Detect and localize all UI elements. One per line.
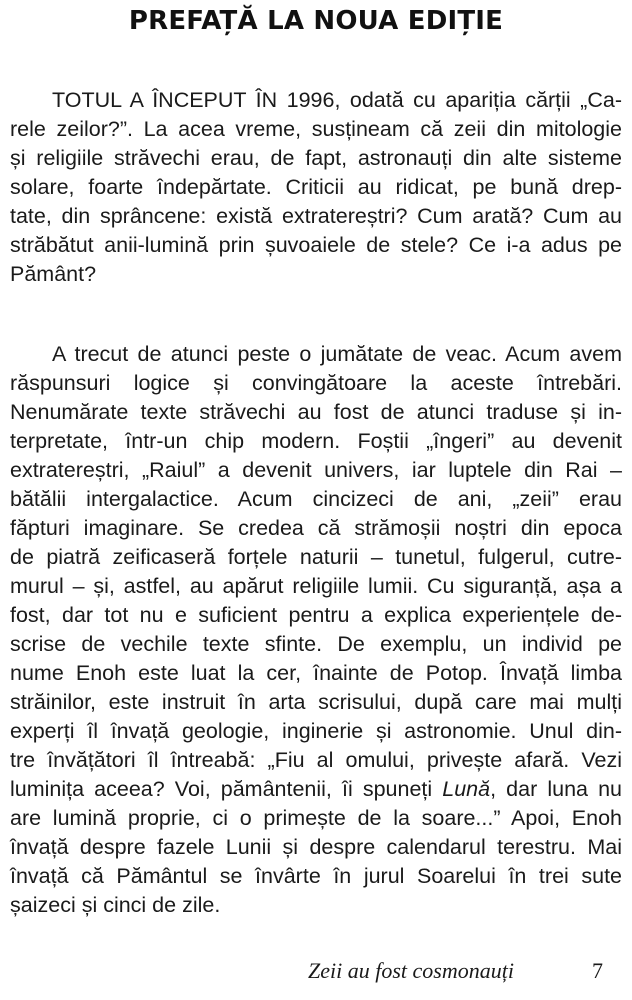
running-footer-title: Zeii au fost cosmonauți [308,958,514,983]
text-line: solare, foarte îndepărtate. Criticii au ridicat, pe bună drep- [10,175,622,199]
text-segment: , dar luna nu [490,777,622,801]
text-line: rele zeilor?”. La acea vreme, susțineam că zeii din mitologie [10,117,622,141]
text-line: străinilor, este instruit în arta scrisului, după care mai mulți [10,690,622,714]
text-line: tate, din sprâncene: există extratereștri? Cum arată? Cum au [10,204,622,228]
text-segment: luminița aceea? Voi, pământenii, îi spuneți [10,777,443,801]
text-line: extratereștri, „Raiul” a devenit univers, iar luptele din Rai – [10,458,622,482]
text-line: are lumină proprie, ci o primește de la soare...” Apoi, Enoh [10,806,622,830]
text-line: și religiile străvechi erau, de fapt, astronauți din alte sisteme [10,146,622,170]
text-line: învață despre fazele Lunii și despre calendarul terestru. Mai [10,835,622,859]
text-line: bătălii intergalactice. Acum cincizeci de ani, „zeii” erau [10,487,622,511]
text-line: șaizeci și cinci de zile. [10,893,221,917]
text-line: nume Enoh este luat la cer, înainte de Potop. Învață limba [10,661,622,685]
text-line: A trecut de atunci peste o jumătate de veac. Acum avem [52,342,622,366]
text-line: murul – și, astfel, au apărut religiile lumii. Cu siguranță, așa a [10,574,622,598]
text-line: învață că Pământul se învârte în jurul Soarelui în trei sute [10,864,622,888]
text-line: străbătut anii-lumină prin șuvoaiele de stele? Ce i-a adus pe [10,233,622,257]
text-line: răspunsuri logice și convingătoare la aceste întrebări. [10,371,622,395]
text-line: scrise de vechile texte sfinte. De exemplu, un individ pe [10,632,622,656]
text-line: făpturi imaginare. Se credea că strămoșii noștri din epoca [10,516,622,540]
page-number: 7 [592,958,603,983]
text-line: de piatră zeificaseră forțele naturii – tunetul, fulgerul, cutre- [10,545,622,569]
text-line: Pământ? [10,262,97,286]
text-line: terpretate, într-un chip modern. Foștii „îngeri” au devenit [10,429,622,453]
text-line: TOTUL A ÎNCEPUT ÎN 1996, odată cu apariția cărții „Ca- [52,88,622,112]
text-line: Nenumărate texte străvechi au fost de atunci traduse și in- [10,400,622,424]
paragraph-2 [10,340,622,920]
page-title: PREFAȚĂ LA NOUA EDIȚIE [128,6,504,36]
text-line: experți îl învață geologie, inginerie și astronomie. Unul din- [10,719,622,743]
text-line: fost, dar tot nu e suficient pentru a explica experiențele de- [10,603,622,627]
italic-word: Lună [442,777,491,801]
text-line-with-italic [10,775,622,804]
paragraph-1 [10,86,622,289]
text-line: tre învățători îl întreabă: „Fiu al omului, privește afară. Vezi [10,748,622,772]
